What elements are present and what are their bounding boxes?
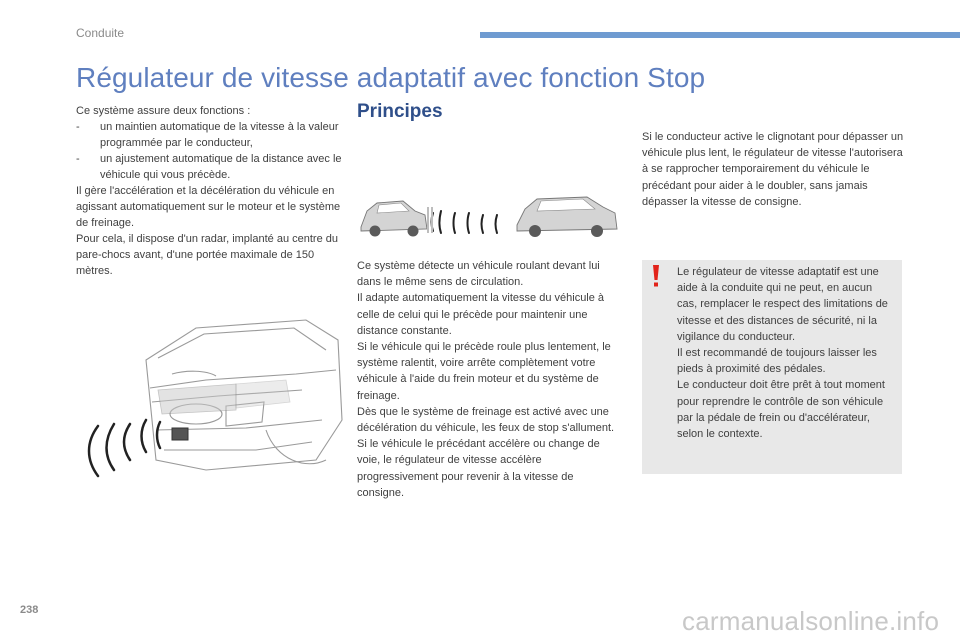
following-cars-illustration <box>357 187 620 247</box>
intro-paragraph: Pour cela, il dispose d'un radar, implanté au centre du pare-chocs avant, d'une portée maximale de 150 mètres. <box>76 233 338 277</box>
intro-item: - un ajustement automatique de la distance avec le véhicule qui vous précède. <box>76 151 344 183</box>
intro-lead: Ce système assure deux fonctions : <box>76 105 251 117</box>
warning-paragraph: Le conducteur doit être prêt à tout moment pour reprendre le contrôle de son véhicule par la pédale de frein ou d'accélérateur, selon le contexte. <box>677 379 885 441</box>
warning-text <box>677 264 895 442</box>
header-accent-bar <box>480 32 960 38</box>
section-heading-principes: Principes <box>357 101 443 122</box>
warning-paragraph: Il est recommandé de toujours laisser les pieds à proximité des pédales. <box>677 347 877 376</box>
front-car-radar-illustration <box>86 310 344 482</box>
warning-exclamation-icon <box>650 264 662 288</box>
page-title: Régulateur de vitesse adaptatif avec fonction Stop <box>76 62 706 93</box>
principes-paragraph: Il adapte automatiquement la vitesse du véhicule à celle de celui qui le précède pour maintenir une distance constante. <box>357 292 605 337</box>
principes-paragraph: Si le véhicule qui le précède roule plus lentement, le système ralentit, voire arrête complètement votre véhicule à l'aide du frein moteur et du système de freinage. <box>357 341 611 402</box>
intro-paragraph: Il gère l'accélération et la décélération du véhicule en agissant automatiquement sur le moteur et le système de freinage. <box>76 185 341 229</box>
intro-item: - un maintien automatique de la vitesse à la valeur programmée par le conducteur, <box>76 119 344 151</box>
principes-paragraph: Dès que le système de freinage est activé avec une décélération du véhicule, les feux de stop s'allument. <box>357 405 615 435</box>
section-label: Conduite <box>76 26 125 40</box>
page-number: 238 <box>20 604 39 616</box>
principes-paragraph: Si le véhicule le précédant accélère ou change de voie, le régulateur de vitesse accélère progressivement pour revenir à la vitesse de consigne. <box>357 438 600 499</box>
warning-paragraph: Le régulateur de vitesse adaptatif est une aide à la conduite qui ne peut, en aucun cas, remplacer le respect des limitations de vitesse et des distances de sécurité, ni la vigilance du conducteur. <box>677 266 888 343</box>
principes-text <box>357 258 619 501</box>
principes-paragraph: Ce système détecte un véhicule roulant devant lui dans le même sens de circulation. <box>357 260 600 289</box>
intro-column <box>76 103 344 279</box>
overtaking-paragraph: Si le conducteur active le clignotant pour dépasser un véhicule plus lent, le régulateur de vitesse l'autorisera à se rapprocher temporairement du véhicule le précédant pour aider à le doubler, sans jamais dépasser la vitesse de consigne. <box>642 131 904 208</box>
watermark: carmanualsonline.info <box>682 606 940 636</box>
